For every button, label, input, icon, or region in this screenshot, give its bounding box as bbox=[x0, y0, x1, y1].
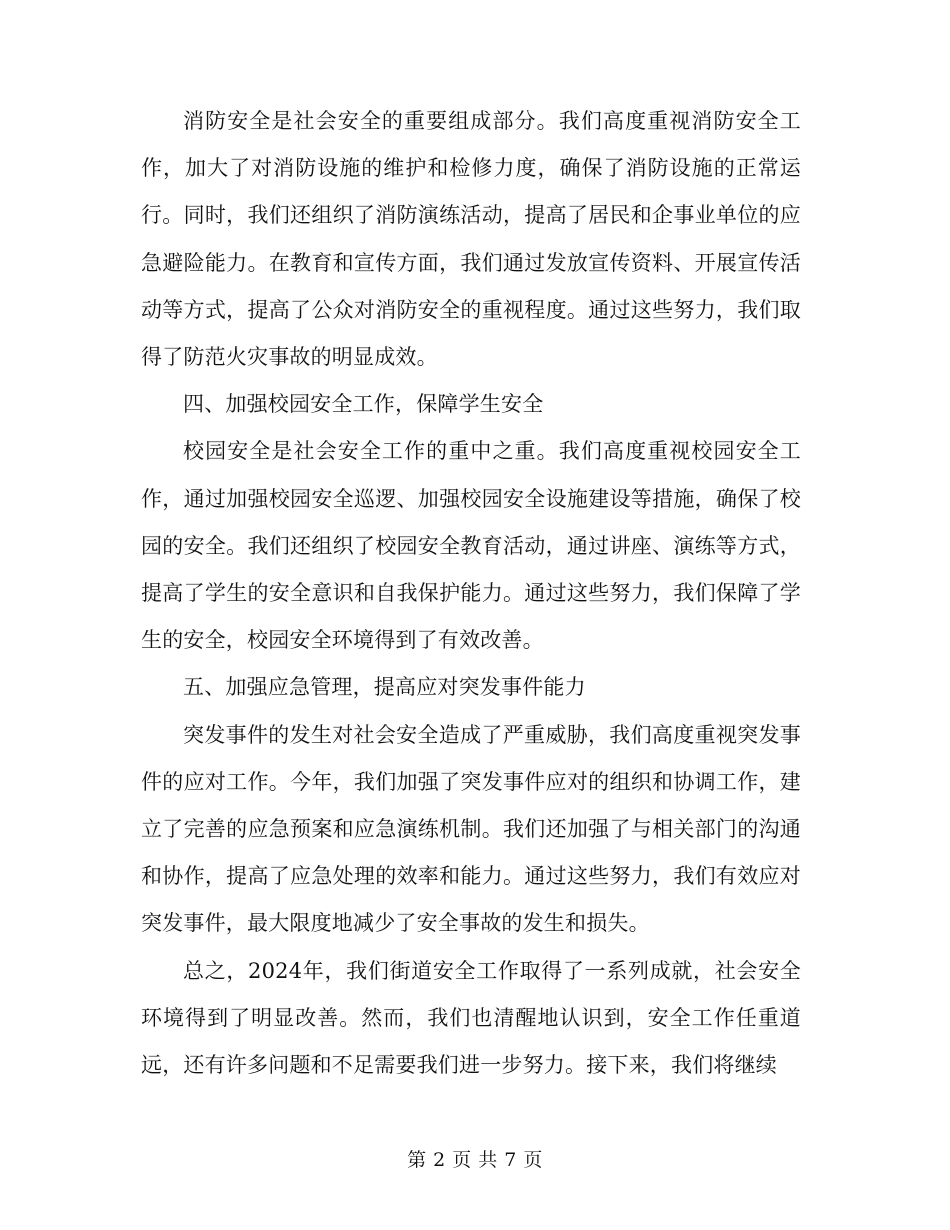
section-heading-campus-safety: 四、加强校园安全工作，保障学生安全 bbox=[183, 392, 544, 417]
paragraph-fire-safety: 消防安全是社会安全的重要组成部分。我们高度重视消防安全工作，加大了对消防设施的维护和检修力度，确保了消防设施的正常运行。同时，我们还组织了消防演练活动，提高了居民和企事业单位的应急避险能力。在教育和宣传方面，我们通过发放宣传资料、开展宣传活动等方式，提高了公众对消防安全的重视程度。通过这些努力，我们取得了防范火灾事故的明显成效。 bbox=[141, 109, 801, 370]
paragraph-emergency-management: 突发事件的发生对社会安全造成了严重威胁，我们高度重视突发事件的应对工作。今年，我们加强了突发事件应对的组织和协调工作，建立了完善的应急预案和应急演练机制。我们还加强了与相关部门的沟通和协作，提高了应急处理的效率和能力。通过这些努力，我们有效应对突发事件，最大限度地减少了安全事故的发生和损失。 bbox=[141, 722, 801, 936]
page-number-footer: 第 2 页 共 7 页 bbox=[407, 1149, 543, 1171]
section-heading-emergency-management: 五、加强应急管理，提高应对突发事件能力 bbox=[183, 675, 586, 700]
paragraph-campus-safety: 校园安全是社会安全工作的重中之重。我们高度重视校园安全工作，通过加强校园安全巡逻、加强校园安全设施建设等措施，确保了校园的安全。我们还组织了校园安全教育活动，通过讲座、演练等方式，提高了学生的安全意识和自我保护能力。通过这些努力，我们保障了学生的安全，校园安全环境得到了有效改善。 bbox=[141, 439, 801, 653]
document-body bbox=[141, 98, 801, 1089]
paragraph-summary: 总之，2024年，我们街道安全工作取得了一系列成就，社会安全环境得到了明显改善。然而，我们也清醒地认识到，安全工作任重道远，还有许多问题和不足需要我们进一步努力。接下来，我们将继续 bbox=[141, 958, 801, 1078]
